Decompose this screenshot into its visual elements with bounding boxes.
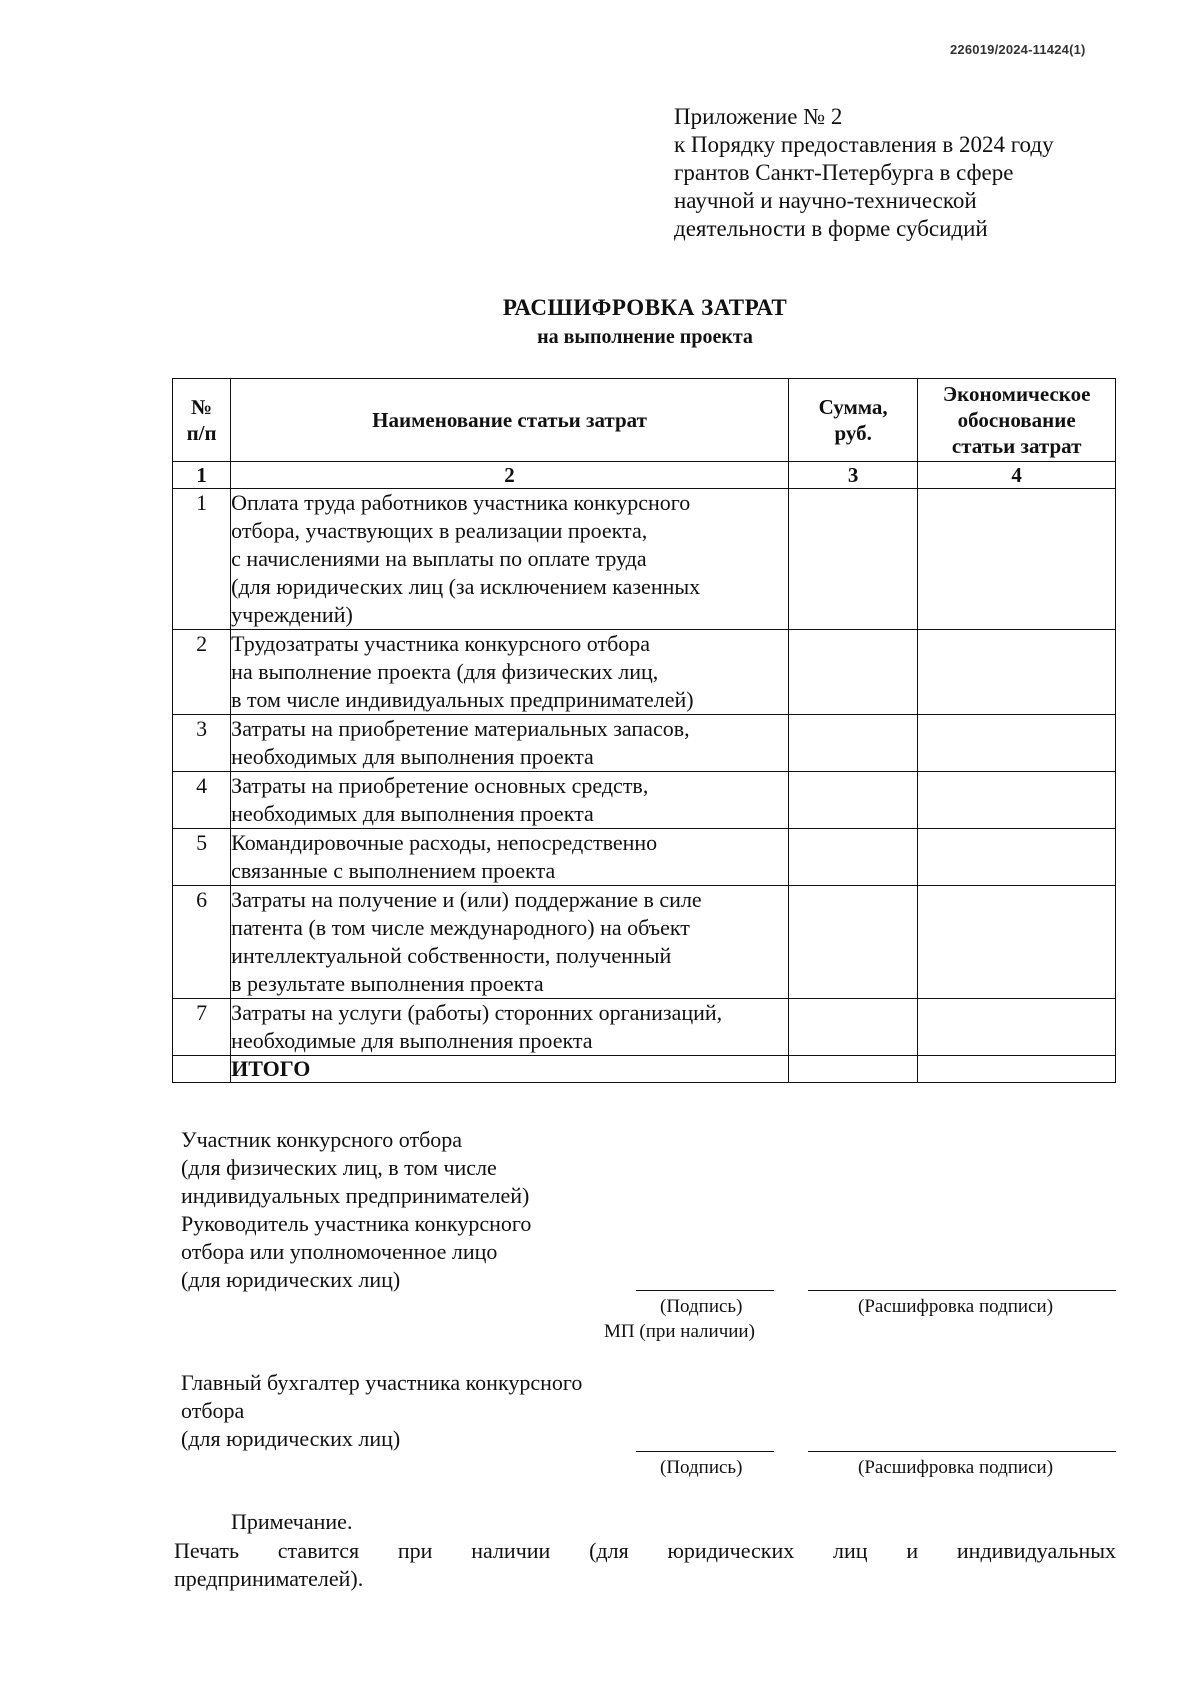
signature-decode-line[interactable] — [808, 1290, 1116, 1291]
cost-item-name — [231, 886, 789, 999]
signer-line: (для юридических лиц) — [181, 1426, 401, 1451]
signer-line: Главный бухгалтер участника конкурсного — [181, 1370, 583, 1395]
signature-decode-line[interactable] — [808, 1451, 1116, 1452]
signer-line: (для физических лиц, в том числе — [181, 1155, 497, 1180]
table-row — [173, 999, 1116, 1056]
cost-sum-cell[interactable] — [788, 999, 917, 1056]
note-title: Примечание. — [231, 1509, 353, 1534]
row-number: 3 — [173, 715, 231, 772]
cost-item-line: (для юридических лиц (за исключением казенных — [231, 574, 701, 599]
total-econ-cell[interactable] — [918, 1056, 1116, 1083]
cost-item-name — [231, 489, 789, 630]
table-row — [173, 772, 1116, 829]
column-index: 2 — [231, 462, 789, 489]
appendix-line: научной и научно-технической — [674, 188, 977, 213]
cost-item-name — [231, 829, 789, 886]
cost-item-line: в результате выполнения проекта — [231, 971, 544, 996]
appendix-line: деятельности в форме субсидий — [674, 216, 988, 241]
signer-line: Участник конкурсного отбора — [181, 1127, 463, 1152]
signature-line[interactable] — [636, 1451, 774, 1452]
cost-item-line: в том числе индивидуальных предпринимателей) — [231, 687, 694, 712]
table-row — [173, 630, 1116, 715]
signer-line: Руководитель участника конкурсного — [181, 1211, 532, 1236]
cost-item-name — [231, 999, 789, 1056]
total-label: ИТОГО — [231, 1056, 789, 1083]
cost-item-line: интеллектуальной собственности, полученный — [231, 943, 672, 968]
cost-sum-cell[interactable] — [788, 829, 917, 886]
appendix-line: Приложение № 2 — [674, 104, 843, 129]
cost-item-line: Затраты на приобретение основных средств, — [231, 773, 649, 798]
cost-item-line: на выполнение проекта (для физических лиц, — [231, 659, 659, 684]
total-row — [173, 1056, 1116, 1083]
cost-sum-cell[interactable] — [788, 772, 917, 829]
economic-justification-cell[interactable] — [918, 772, 1116, 829]
appendix-line: грантов Санкт-Петербурга в сфере — [674, 160, 1014, 185]
appendix-block — [674, 103, 1154, 243]
row-number: 7 — [173, 999, 231, 1056]
row-number: 1 — [173, 489, 231, 630]
cost-item-line: патента (в том числе международного) на объект — [231, 915, 690, 940]
header-cost-item: Наименование статьи затрат — [231, 379, 789, 462]
cost-sum-cell[interactable] — [788, 489, 917, 630]
cost-item-line: Оплата труда работников участника конкурсного — [231, 490, 691, 515]
row-number: 4 — [173, 772, 231, 829]
cost-item-line: Трудозатраты участника конкурсного отбора — [231, 631, 651, 656]
column-index: 4 — [918, 462, 1116, 489]
document-id: 226019/2024-11424(1) — [950, 42, 1086, 57]
cost-item-line: Затраты на услуги (работы) сторонних организаций, — [231, 1000, 723, 1025]
signature-decode-caption: (Расшифровка подписи) — [858, 1296, 1054, 1317]
signer-line: отбора — [181, 1398, 245, 1423]
cost-sum-cell[interactable] — [788, 886, 917, 999]
cost-item-name — [231, 630, 789, 715]
header-sum-line: Сумма, — [818, 395, 888, 419]
economic-justification-cell[interactable] — [918, 999, 1116, 1056]
cost-item-line: Затраты на приобретение материальных запасов, — [231, 716, 690, 741]
header-economic-justification — [918, 379, 1116, 462]
signer-line: отбора или уполномоченное лицо — [181, 1239, 498, 1264]
cost-item-line: Затраты на получение и (или) поддержание в силе — [231, 887, 702, 912]
header-econ-line: Экономическое — [942, 382, 1091, 406]
table-row — [173, 489, 1116, 630]
signer-line: индивидуальных предпринимателей) — [181, 1183, 530, 1208]
column-index-row — [173, 462, 1116, 489]
column-index: 1 — [173, 462, 231, 489]
column-index: 3 — [788, 462, 917, 489]
header-number — [173, 379, 231, 462]
header-number-line: п/п — [186, 421, 217, 445]
cost-item-line: с начислениями на выплаты по оплате труда — [231, 546, 647, 571]
signer-line: (для юридических лиц) — [181, 1267, 401, 1292]
signature-line[interactable] — [636, 1290, 774, 1291]
note-text-line: предпринимателей). — [174, 1566, 364, 1591]
cost-sum-cell[interactable] — [788, 715, 917, 772]
stamp-caption: МП (при наличии) — [604, 1321, 755, 1342]
cost-item-line: необходимые для выполнения проекта — [231, 1028, 593, 1053]
header-econ-line: статьи затрат — [951, 434, 1082, 458]
row-number: 6 — [173, 886, 231, 999]
cost-item-line: отбора, участвующих в реализации проекта, — [231, 518, 648, 543]
header-sum — [788, 379, 917, 462]
cost-item-name — [231, 772, 789, 829]
signature-decode-caption: (Расшифровка подписи) — [858, 1457, 1054, 1478]
header-sum-line: руб. — [834, 421, 872, 445]
table-row — [173, 829, 1116, 886]
document-subtitle: на выполнение проекта — [537, 326, 753, 348]
table-header-row — [173, 379, 1116, 462]
total-sum-cell[interactable] — [788, 1056, 917, 1083]
signer-accountant-block — [181, 1369, 582, 1453]
signer-participant-block — [181, 1126, 531, 1294]
cost-item-line: Командировочные расходы, непосредственно — [231, 830, 658, 855]
economic-justification-cell[interactable] — [918, 715, 1116, 772]
signature-caption: (Подпись) — [660, 1457, 743, 1478]
cost-item-line: необходимых для выполнения проекта — [231, 801, 594, 826]
economic-justification-cell[interactable] — [918, 829, 1116, 886]
economic-justification-cell[interactable] — [918, 886, 1116, 999]
table-row — [173, 715, 1116, 772]
header-econ-line: обоснование — [957, 408, 1076, 432]
row-number: 5 — [173, 829, 231, 886]
economic-justification-cell[interactable] — [918, 489, 1116, 630]
table-row — [173, 886, 1116, 999]
note-text-line: Печать ставится при наличии (для юридических лиц и индивидуальных — [174, 1538, 1116, 1563]
row-number: 2 — [173, 630, 231, 715]
cost-item-line: учреждений) — [231, 602, 353, 627]
header-number-line: № — [191, 395, 213, 419]
cost-breakdown-table — [172, 378, 1116, 1083]
cost-item-line: необходимых для выполнения проекта — [231, 744, 594, 769]
appendix-line: к Порядку предоставления в 2024 году — [674, 132, 1054, 157]
economic-justification-cell[interactable] — [918, 630, 1116, 715]
cost-item-name — [231, 715, 789, 772]
cost-sum-cell[interactable] — [788, 630, 917, 715]
total-number-cell — [173, 1056, 231, 1083]
document-title: РАСШИФРОВКА ЗАТРАТ — [502, 295, 788, 320]
signature-caption: (Подпись) — [660, 1296, 743, 1317]
cost-item-line: связанные с выполнением проекта — [231, 858, 556, 883]
